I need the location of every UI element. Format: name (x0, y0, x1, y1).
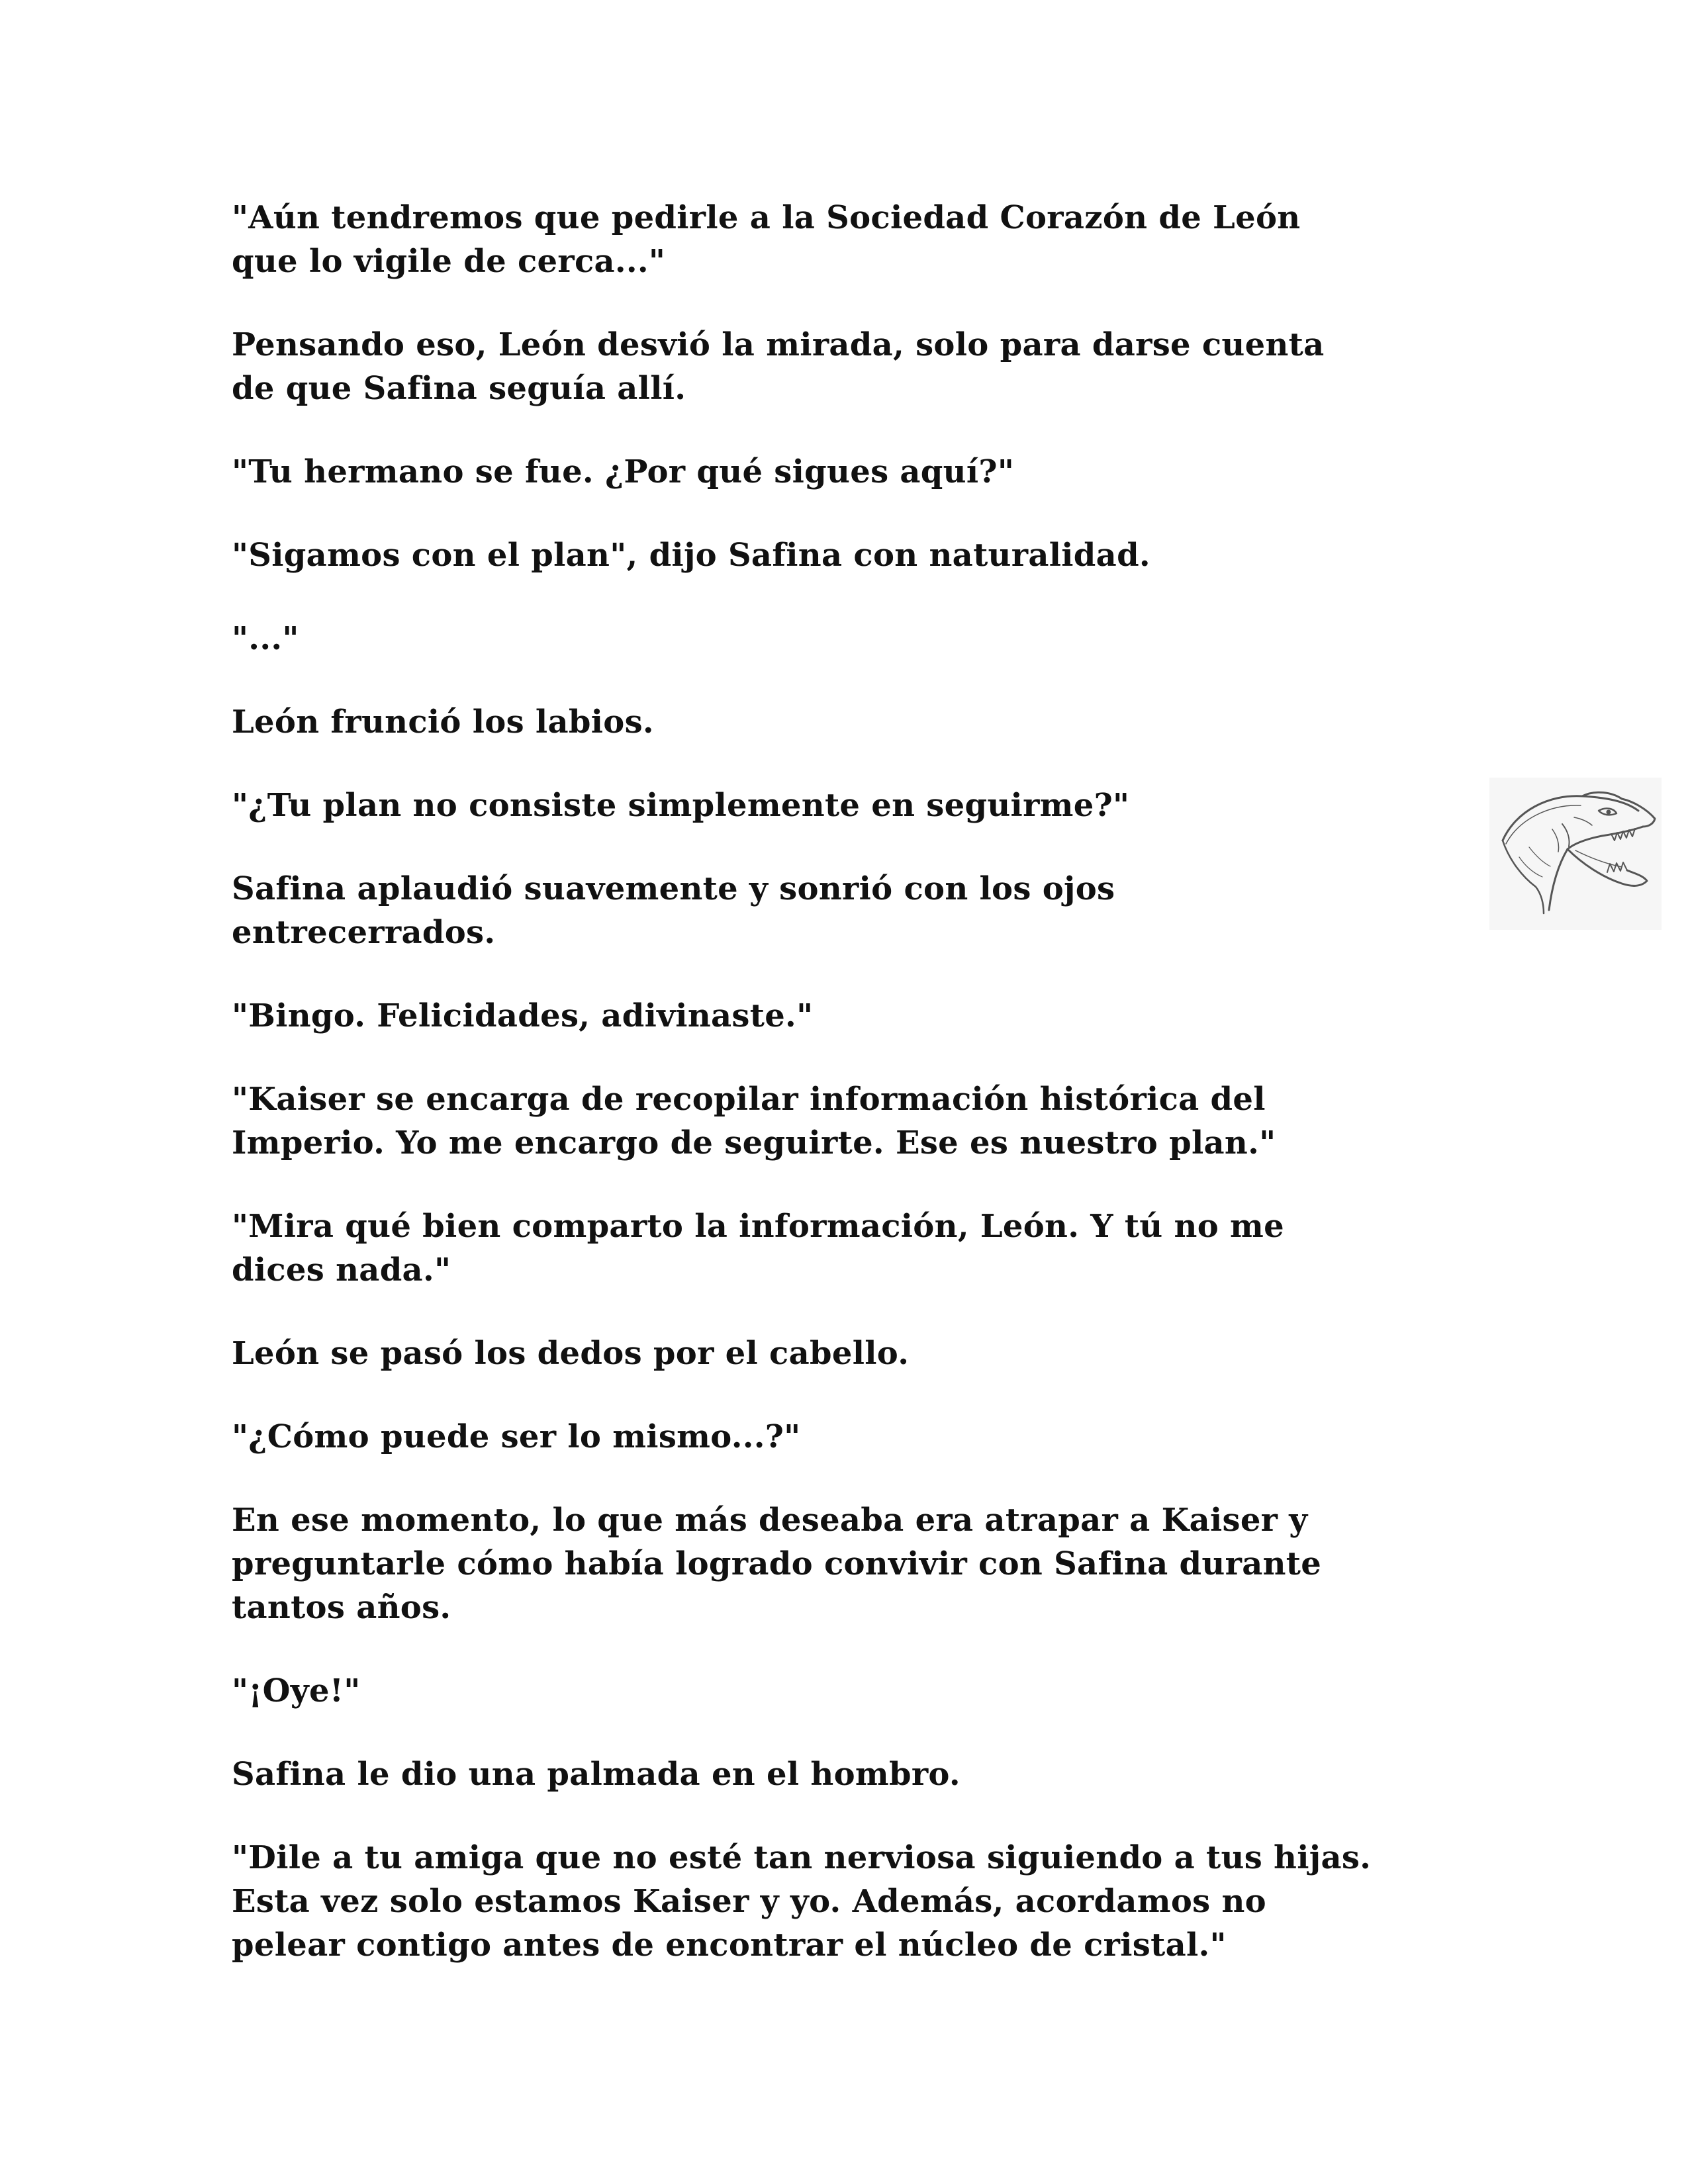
paragraph: "Kaiser se encarga de recopilar información histórica del Imperio. Yo me encargo de seguirte. Ese es nuestro plan." (232, 1081, 1276, 1161)
paragraph: "¿Cómo puede ser lo mismo...?" (232, 1418, 801, 1455)
paragraph: En ese momento, lo que más deseaba era atrapar a Kaiser y preguntarle cómo había logrado convivir con Safina durante tantos años. (232, 1502, 1322, 1626)
paragraph: "Bingo. Felicidades, adivinaste." (232, 997, 814, 1034)
text-column (232, 196, 1456, 2007)
paragraph: Safina le dio una palmada en el hombro. (232, 1756, 961, 1793)
dinosaur-head-sketch-icon (1489, 778, 1662, 930)
paragraph: "¿Tu plan no consiste simplemente en seguirme?" (232, 787, 1130, 824)
paragraph: "Mira qué bien comparto la información, León. Y tú no me dices nada." (232, 1208, 1284, 1289)
paragraph: León se pasó los dedos por el cabello. (232, 1335, 910, 1372)
paragraph: Pensando eso, León desvió la mirada, solo para darse cuenta de que Safina seguía allí. (232, 326, 1325, 407)
paragraph: "..." (232, 620, 299, 657)
paragraph: Safina aplaudió suavemente y sonrió con los ojos entrecerrados. (232, 870, 1115, 951)
paragraph: "Dile a tu amiga que no esté tan nerviosa siguiendo a tus hijas. Esta vez solo estamos Kaiser y yo. Además, acordamos no pelear contigo antes de encontrar el núcleo de cristal." (232, 1839, 1372, 1964)
paragraph: "Sigamos con el plan", dijo Safina con naturalidad. (232, 537, 1150, 574)
paragraph: "Aún tendremos que pedirle a la Sociedad Corazón de León que lo vigile de cerca..." (232, 199, 1301, 280)
paragraph: León frunció los labios. (232, 704, 654, 741)
paragraph: "¡Oye!" (232, 1672, 361, 1709)
paragraph: "Tu hermano se fue. ¿Por qué sigues aquí?" (232, 453, 1015, 490)
